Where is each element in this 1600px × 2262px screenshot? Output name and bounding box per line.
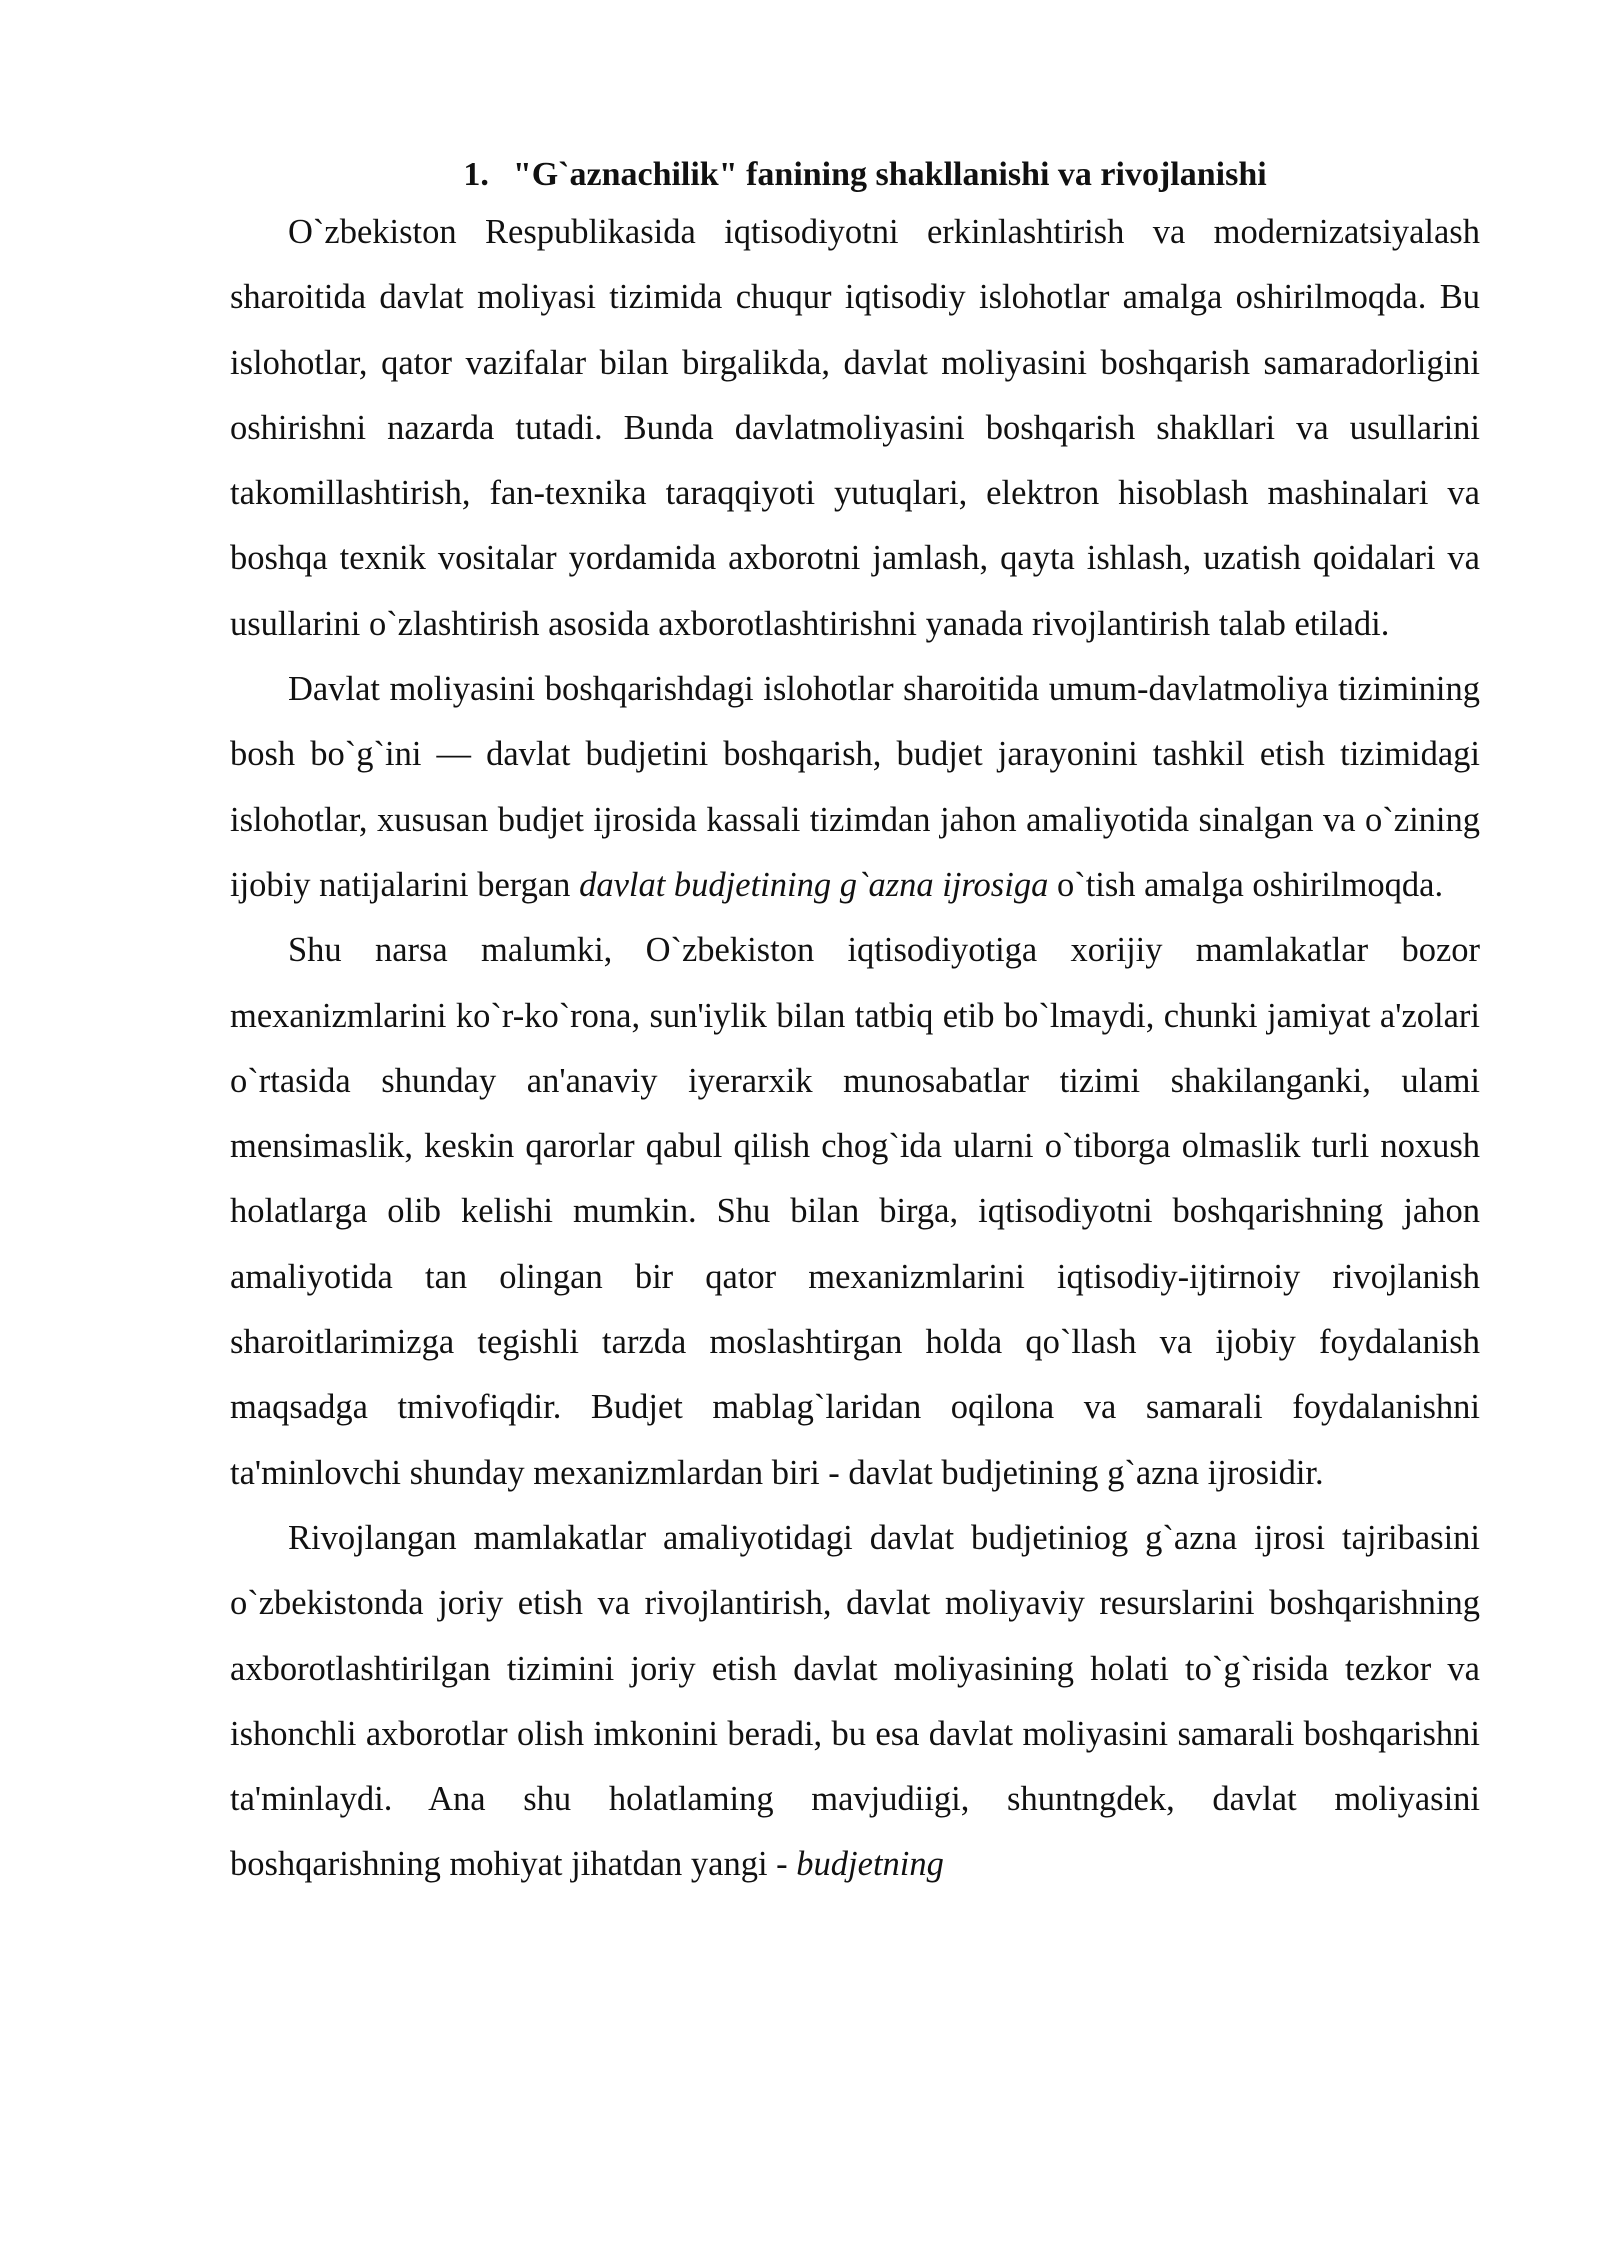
paragraph-2-italic-term: davlat budjetining g`azna ijrosiga xyxy=(579,865,1049,904)
paragraph-2 xyxy=(230,657,1480,918)
paragraph-4-italic-term: budjetning xyxy=(796,1845,944,1884)
paragraph-2-text-before: Davlat moliyasini boshqarishdagi islohotlar sharoitida umum-davlatmoliya tizimining bosh bo`g`ini — davlat budjetini boshqarish, budjet jarayonini tashkil etish tizimidagi islohotlar, xususan budjet ijrosida kassali tizimdan jahon amaliyotida sinalgan va o`zining ijobiy natijalarini bergan xyxy=(230,670,1480,904)
paragraph-4-text-before: Rivojlangan mamlakatlar amaliyotidagi davlat budjetiniog g`azna ijrosi tajribasini o`zbekistonda joriy etish va rivojlantirish, davlat moliyaviy resurslarini boshqarishning axborotlashtirilgan tizimini joriy etish davlat moliyasining holati to`g`risida tezkor va ishonchli axborotlar olish imkonini beradi, bu esa davlat moliyasini samarali boshqarishni ta'minlaydi. Ana shu holatlaming mavjudiigi, shuntngdek, davlat moliyasini boshqarishning mohiyat jihatdan yangi - xyxy=(230,1518,1480,1884)
paragraph-1 xyxy=(230,200,1480,657)
document-body xyxy=(230,150,1480,1898)
paragraph-3-text: Shu narsa malumki, O`zbekiston iqtisodiyotiga xorijiy mamlakatlar bozor mexanizmlarini ko`r-ko`rona, sun'iylik bilan tatbiq etib bo`lmaydi, chunki jamiyat a'zolari o`rtasida shunday an'anaviy iyerarxik munosabatlar tizimi shakilanganki, ulami mensimaslik, keskin qarorlar qabul qilish chog`ida ularni o`tiborga olmaslik turli noxush holatlarga olib kelishi mumkin. Shu bilan birga, iqtisodiyotni boshqarishning jahon amaliyotida tan olingan bir qator mexanizmlarini iqtisodiy-ijtirnoiy rivojlanish sharoitlarimizga tegishli tarzda moslashtirgan holda qo`llash va ijobiy foydalanish maqsadga tmivofiqdir. Budjet mablag`laridan oqilona va samarali foydalanishni ta'minlovchi shunday mexanizmlardan biri - davlat budjetining g`azna ijrosidir. xyxy=(230,931,1480,1492)
section-title: "G`aznachilik" fanining shakllanishi va rivojlanishi xyxy=(512,156,1267,193)
paragraph-1-text: O`zbekiston Respublikasida iqtisodiyotni erkinlashtirish va modernizatsiyalash sharoitida davlat moliyasi tizimida chuqur iqtisodiy islohotlar amalga oshirilmoqda. Bu islohotlar, qator vazifalar bilan birgalikda, davlat moliyasini boshqarish samaradorligini oshirishni nazarda tutadi. Bunda davlatmoliyasini boshqarish shakllari va usullarini takomillashtirish, fan-texnika taraqqiyoti yutuqlari, elektron hisoblash mashinalari va boshqa texnik vositalar yordamida axborotni jamlash, qayta ishlash, uzatish qoidalari va usullarini o`zlashtirish asosida axborotlashtirishni yanada rivojlantirish talab etiladi. xyxy=(230,213,1480,643)
paragraph-4 xyxy=(230,1506,1480,1898)
paragraph-2-text-after: o`tish amalga oshirilmoqda. xyxy=(1048,865,1444,904)
section-number: 1. xyxy=(463,156,489,193)
paragraph-3 xyxy=(230,918,1480,1506)
section-heading xyxy=(230,150,1480,200)
